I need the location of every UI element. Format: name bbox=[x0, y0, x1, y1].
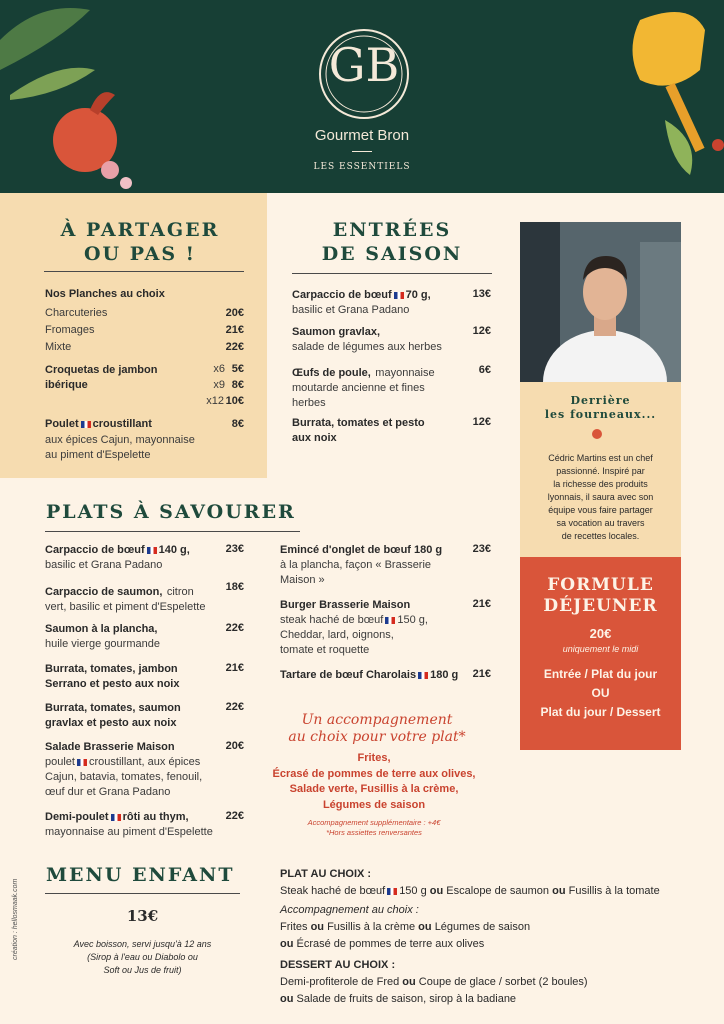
section-rule bbox=[292, 273, 492, 274]
chef-text bbox=[523, 452, 678, 543]
note-line: (Sirop à l'eau ou Diabolo ou bbox=[87, 952, 198, 962]
formule-line: OU bbox=[591, 686, 610, 700]
ou-word: ou bbox=[418, 921, 432, 933]
choice: Fusillis à la crème bbox=[327, 921, 416, 933]
plat-price: 21€ bbox=[472, 668, 491, 680]
croquetas-qty: x6 bbox=[213, 363, 225, 375]
chef-text-line: de recettes locales. bbox=[561, 531, 640, 541]
planche-name: Fromages bbox=[45, 324, 95, 336]
plat-name: Salade Brasserie Maison bbox=[45, 741, 175, 753]
option-line: Écrasé de pommes de terre aux olives, bbox=[272, 767, 476, 780]
french-flag-icon bbox=[418, 672, 428, 679]
dessert-heading: DESSERT AU CHOIX : bbox=[280, 959, 396, 971]
plat-item bbox=[45, 543, 220, 573]
plat-desc: 150 g, bbox=[397, 614, 428, 626]
plat-desc: croustillant, aux épices bbox=[88, 756, 201, 768]
planche-price: 22€ bbox=[225, 341, 244, 353]
entree-desc: aux noix bbox=[292, 432, 337, 444]
plat-desc: œuf dur et Grana Padano bbox=[45, 786, 171, 798]
plat-desc: huile vierge gourmande bbox=[45, 638, 160, 650]
plat-desc: basilic et Grana Padano bbox=[45, 559, 163, 571]
plat-item bbox=[280, 668, 470, 683]
plat-price: 21€ bbox=[472, 598, 491, 610]
chef-text-line: Cédric Martins est un chef bbox=[548, 453, 653, 463]
poulet-name-a: Poulet bbox=[45, 418, 79, 430]
menu-subtitle: LES ESSENTIELS bbox=[313, 162, 411, 172]
plat-item bbox=[45, 701, 220, 731]
title-line: FORMULE bbox=[547, 575, 654, 595]
title-line: DÉJEUNER bbox=[543, 596, 658, 616]
script-line: Un accompagnement bbox=[301, 712, 453, 728]
brand-name: Gourmet Bron bbox=[314, 127, 410, 144]
formule-note: uniquement le midi bbox=[562, 644, 639, 654]
ou-word: ou bbox=[552, 885, 566, 897]
plat-price: 22€ bbox=[225, 810, 244, 822]
plat-item bbox=[45, 740, 225, 800]
plat-desc: Cajun, batavia, tomates, fenouil, bbox=[45, 771, 203, 783]
section-rule bbox=[45, 531, 300, 532]
chef-text-line: passionné. Inspiré par bbox=[556, 466, 645, 476]
plat-name-2: 140 g, bbox=[158, 544, 190, 556]
plat-name: Saumon à la plancha, bbox=[45, 623, 158, 635]
entree-name: Saumon gravlax, bbox=[292, 326, 381, 338]
planche-price: 21€ bbox=[225, 324, 244, 336]
option-line: Légumes de saison bbox=[322, 798, 426, 811]
choice: Demi-profiterole de Fred bbox=[280, 976, 400, 988]
plat-item bbox=[45, 810, 230, 840]
planche-price: 20€ bbox=[225, 307, 244, 319]
section-rule bbox=[44, 271, 244, 272]
plat-price: 18€ bbox=[225, 581, 244, 593]
plat-name: Carpaccio de bœuf bbox=[45, 544, 145, 556]
enfant-details bbox=[280, 866, 700, 1008]
accompagnement-options bbox=[262, 751, 486, 813]
credit-text: création : hellosmaak.com bbox=[12, 878, 19, 960]
entree-desc: mayonnaise bbox=[375, 367, 435, 379]
croquetas-line: ibérique bbox=[45, 379, 88, 391]
plats-title: PLATS À SAVOURER bbox=[46, 501, 296, 523]
entree-desc: salade de légumes aux herbes bbox=[292, 341, 442, 353]
section-rule bbox=[45, 893, 240, 894]
plat-desc: mayonnaise au piment d'Espelette bbox=[45, 826, 213, 838]
chef-heading bbox=[520, 394, 681, 422]
entree-price: 6€ bbox=[478, 364, 491, 376]
plat-item bbox=[280, 598, 470, 658]
title-line: ENTRÉES bbox=[332, 219, 452, 241]
entree-item bbox=[292, 288, 462, 318]
plat-desc: steak haché de bœuf bbox=[280, 614, 384, 626]
entree-item bbox=[292, 325, 462, 355]
ou-word: ou bbox=[280, 938, 294, 950]
divider bbox=[352, 151, 372, 152]
note-line: Soft ou Jus de fruit) bbox=[103, 965, 182, 975]
planches-title: Nos Planches au choix bbox=[45, 288, 165, 300]
plat-item bbox=[45, 662, 220, 692]
entree-desc: herbes bbox=[292, 397, 326, 409]
plat-desc: Cheddar, lard, oignons, bbox=[280, 629, 394, 641]
accomp-heading: Accompagnement au choix : bbox=[280, 904, 419, 916]
choice: Fusillis à la tomate bbox=[568, 885, 660, 897]
plat-name-2: rôti au thym, bbox=[122, 811, 189, 823]
formule-price: 20€ bbox=[589, 626, 612, 641]
croquetas-price: 5€ bbox=[231, 363, 244, 375]
plat-desc: citron bbox=[166, 586, 194, 598]
poulet-name bbox=[45, 418, 152, 430]
entree-name: Œufs de poule, bbox=[292, 367, 371, 379]
ou-word: ou bbox=[310, 921, 325, 933]
croquetas-qty: x12 bbox=[206, 395, 224, 407]
entrees-title bbox=[292, 218, 492, 266]
choice: Écrasé de pommes de terre aux olives bbox=[296, 938, 485, 950]
chef-text-line: lyonnais, il saura avec son bbox=[547, 492, 654, 502]
accompagnement-notes bbox=[262, 818, 486, 838]
entree-name-2: 70 g, bbox=[405, 289, 431, 301]
french-flag-icon bbox=[81, 421, 91, 428]
heading-line: Derrière bbox=[570, 394, 631, 407]
ou-word: ou bbox=[280, 993, 294, 1005]
choice: Steak haché de bœuf bbox=[280, 885, 386, 897]
plat-desc: gravlax et pesto aux noix bbox=[45, 717, 177, 729]
chef-text-line: sa vocation au travers bbox=[556, 518, 645, 528]
chef-portrait-icon bbox=[520, 222, 681, 382]
croquetas-price: 10€ bbox=[225, 395, 244, 407]
french-flag-icon bbox=[111, 814, 121, 821]
choice: Frites bbox=[280, 921, 308, 933]
option-line: Salade verte, Fusillis à la crème, bbox=[289, 783, 459, 795]
poulet-name-b: croustillant bbox=[92, 418, 152, 430]
plat-item bbox=[45, 583, 220, 615]
planche-name: Mixte bbox=[45, 341, 72, 353]
plat-price: 22€ bbox=[225, 701, 244, 713]
formule-line: Plat du jour / Dessert bbox=[540, 705, 661, 719]
formule-line: Entrée / Plat du jour bbox=[543, 667, 658, 681]
partager-title bbox=[40, 218, 240, 266]
entree-price: 12€ bbox=[472, 416, 491, 428]
french-flag-icon bbox=[385, 617, 395, 624]
french-flag-icon bbox=[387, 888, 397, 895]
plat-desc: à la plancha, façon « Brasserie bbox=[280, 559, 432, 571]
plat-name: Burrata, tomates, saumon bbox=[45, 702, 181, 714]
french-flag-icon bbox=[147, 547, 157, 554]
note-line: *Hors assiettes renversantes bbox=[326, 828, 422, 837]
entree-price: 12€ bbox=[472, 325, 491, 337]
plat-desc: Maison » bbox=[280, 574, 325, 586]
plat-desc: poulet bbox=[45, 756, 75, 768]
entree-name: Burrata, tomates et pesto bbox=[292, 417, 425, 429]
plat-price: 20€ bbox=[225, 740, 244, 752]
plat-price: 23€ bbox=[225, 543, 244, 555]
choice: Escalope de saumon bbox=[446, 885, 550, 897]
plat-desc: tomate et roquette bbox=[280, 644, 370, 656]
note-line: Accompagnement supplémentaire : +4€ bbox=[307, 818, 441, 827]
choice: Coupe de glace / sorbet (2 boules) bbox=[418, 976, 588, 988]
croquetas-name bbox=[45, 363, 157, 393]
plat-name: Emincé d'onglet de bœuf 180 g bbox=[280, 544, 443, 556]
chef-text-line: équipe vous faire partager bbox=[548, 505, 653, 515]
enfant-note bbox=[45, 938, 240, 977]
plat-desc: Serrano et pesto aux noix bbox=[45, 678, 180, 690]
header-banner bbox=[0, 0, 724, 193]
entree-name: Carpaccio de bœuf bbox=[292, 289, 392, 301]
choice: 150 g bbox=[399, 885, 427, 897]
ou-word: ou bbox=[402, 976, 416, 988]
logo-letters: GB bbox=[328, 38, 400, 92]
plat-name: Demi-poulet bbox=[45, 811, 109, 823]
french-flag-icon bbox=[77, 759, 87, 766]
plat-name-2: 180 g bbox=[430, 669, 459, 681]
plat-name: Carpaccio de saumon, bbox=[45, 586, 163, 598]
enfant-price: 13€ bbox=[126, 907, 159, 925]
croquetas-qty: x9 bbox=[213, 379, 225, 391]
plat-name: Burger Brasserie Maison bbox=[280, 599, 411, 611]
entree-item bbox=[292, 364, 462, 411]
entree-desc: basilic et Grana Padano bbox=[292, 304, 410, 316]
plat-price: 22€ bbox=[225, 622, 244, 634]
french-flag-icon bbox=[394, 292, 404, 299]
plat-name: Burrata, tomates, jambon bbox=[45, 663, 178, 675]
croquetas-line: Croquetas de jambon bbox=[45, 364, 158, 376]
option-line: Frites, bbox=[357, 752, 391, 764]
poulet-price: 8€ bbox=[231, 418, 244, 430]
plat-name: Tartare de bœuf Charolais bbox=[280, 669, 417, 681]
script-line: au choix pour votre plat* bbox=[288, 729, 466, 745]
title-line: OU PAS ! bbox=[83, 243, 197, 265]
plat-heading: PLAT AU CHOIX : bbox=[280, 868, 372, 880]
heading-line: les fourneaux... bbox=[544, 408, 657, 421]
plat-price: 21€ bbox=[225, 662, 244, 674]
chef-photo bbox=[520, 222, 681, 382]
accompagnement-script bbox=[262, 712, 492, 746]
choice: Légumes de saison bbox=[434, 921, 531, 933]
plat-item bbox=[280, 543, 470, 588]
entree-desc: moutarde ancienne et fines bbox=[292, 382, 425, 394]
chef-text-line: la richesse des produits bbox=[553, 479, 648, 489]
desc-line: aux épices Cajun, mayonnaise bbox=[45, 434, 195, 446]
note-line: Avec boisson, servi jusqu'à 12 ans bbox=[73, 939, 212, 949]
desc-line: au piment d'Espelette bbox=[45, 449, 151, 461]
enfant-title: MENU ENFANT bbox=[46, 864, 235, 886]
croquetas-price: 8€ bbox=[231, 379, 244, 391]
entree-price: 13€ bbox=[472, 288, 491, 300]
plat-price: 23€ bbox=[472, 543, 491, 555]
poulet-desc bbox=[45, 433, 195, 463]
formule-title bbox=[520, 575, 681, 617]
planche-name: Charcuteries bbox=[45, 307, 108, 319]
title-line: À PARTAGER bbox=[60, 219, 220, 241]
entree-item bbox=[292, 416, 462, 446]
ou-word: ou bbox=[429, 885, 444, 897]
choice: Salade de fruits de saison, sirop à la badiane bbox=[296, 993, 517, 1005]
title-line: DE SAISON bbox=[321, 243, 463, 265]
plat-item bbox=[45, 622, 220, 652]
plat-desc: vert, basilic et piment d'Espelette bbox=[45, 601, 206, 613]
dot-ornament bbox=[592, 429, 602, 439]
